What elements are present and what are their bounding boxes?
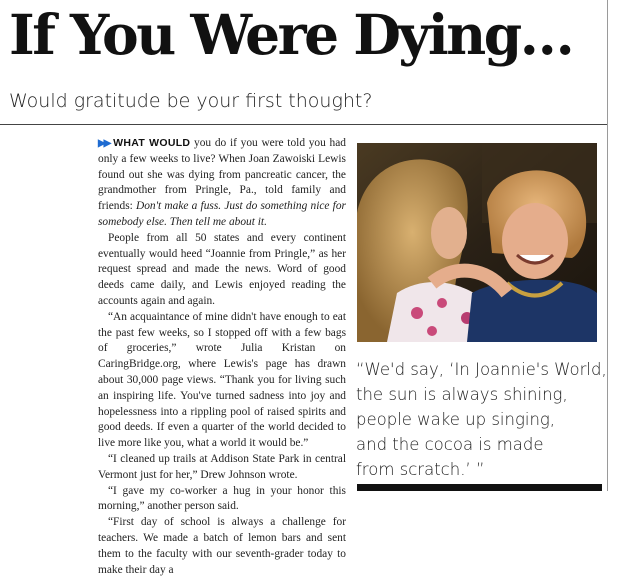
lead-in-arrow-icon: ▶▶	[98, 138, 110, 149]
pull-quote	[356, 357, 608, 482]
subheadline: Would gratitude be your first thought?	[9, 90, 373, 112]
article-paragraph-1	[98, 136, 346, 231]
headline: If You Were Dying…	[9, 2, 573, 67]
pull-quote-line: from scratch.’ ”	[356, 460, 485, 479]
bottom-black-bar	[357, 484, 602, 491]
pull-quote-line: people wake up singing,	[356, 410, 556, 429]
pull-quote-line: the sun is always shining,	[356, 385, 568, 404]
article-paragraph-3: “An acquaintance of mine didn't have enough to eat the past few weeks, so I stopped off with a few bags of groceries,” wrote Julia Kristan on CaringBridge.org, where Lewis's page has drawn about 30,000 page views. “Thank you for living such an inspiring life. You've turned sadness into joy and hopelessness into a rippling pool of raised spirits and good deeds. If even a quarter of the world decided to live more like you, what a world it would be.”	[98, 310, 346, 450]
article-body	[98, 136, 346, 576]
pull-quote-line: and the cocoa is made	[356, 435, 544, 454]
paragraph-italic-text: Don't make a fuss. Just do something nice for somebody else. Then tell me about it.	[98, 200, 346, 228]
article-paragraph-4: “I cleaned up trails at Addison State Park in central Vermont just for her,” Drew Johnson wrote.	[98, 452, 346, 481]
paragraph-text: you do if you were told you had only a few weeks to live? When Joan Zawoiski Lewis found out she was dying from pancreatic cancer, the grandmother from Pringle, Pa., told family and friends:	[98, 137, 346, 213]
article-photo	[357, 143, 597, 342]
lead-in-text: WHAT WOULD	[113, 137, 191, 149]
divider-rule	[0, 124, 607, 125]
pull-quote-line: “We'd say, ‘In Joannie's World,	[356, 360, 607, 379]
article-paragraph-6: “First day of school is always a challenge for teachers. We made a batch of lemon bars and sent them to the faculty with our seventh-grader today to make their day a	[98, 516, 346, 576]
article-paragraph-5: “I gave my co-worker a hug in your honor this morning,” another person said.	[98, 484, 346, 513]
article-paragraph-2: People from all 50 states and every continent eventually would heed “Joannie from Pringle,” as her request spread and made the news. Word of good deeds came daily, and Lewis enjoyed reading the accounts again and again.	[98, 231, 346, 307]
